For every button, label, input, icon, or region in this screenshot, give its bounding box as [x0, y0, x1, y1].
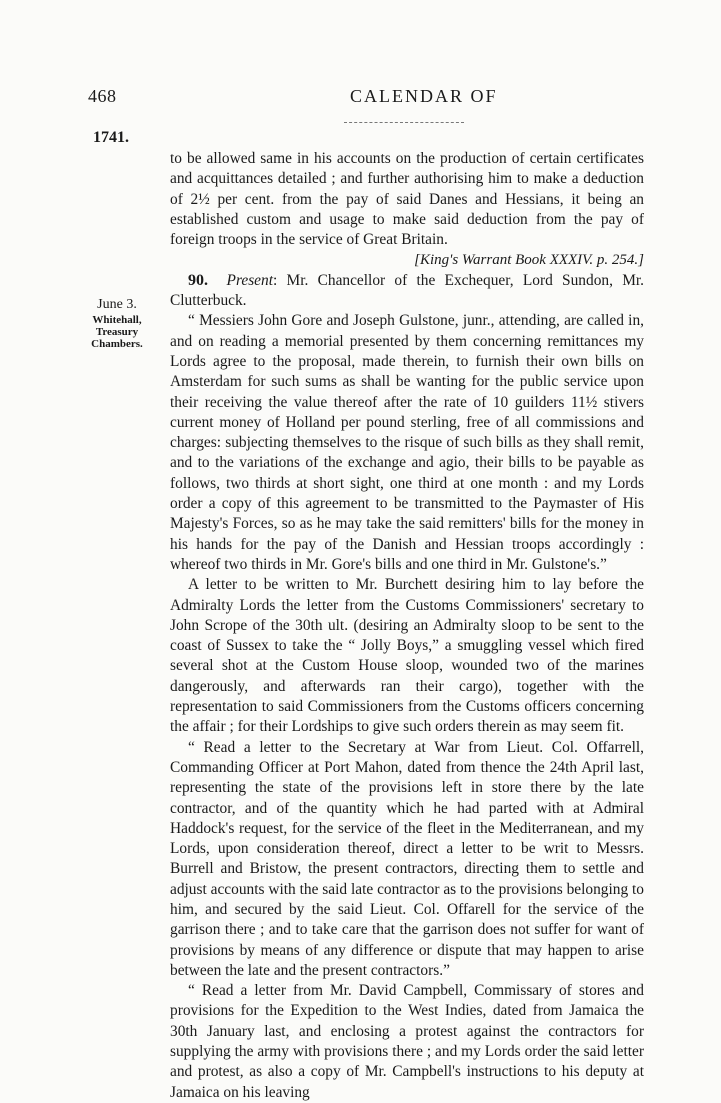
- margin-year: 1741.: [93, 129, 129, 146]
- paragraph-port-mahon: “ Read a letter to the Secretary at War from Lieut. Col. Offarrell, Commanding Officer at Port Mahon, dated from thence the 24th April last, representing the state of the provisions left in store there by the late contractor, and of the quantity which he had parted with at Admiral Haddock's request, for the service of the fleet in the Mediterranean, and my Lords, upon consideration thereof, direct a letter to be writ to Messrs. Burrell and Bristow, the present contractors, directing them to settle and adjust accounts with the said late contractor as to the provisions belonging to him, and secured by the said Lieut. Col. Offarell for the service of the garrison there ; and to take care that the garrison does not suffer for want of provisions by means of any difference or dispute that may happen to arise between the late and the present contractors.”: [170, 738, 644, 979]
- entry-heading: [170, 271, 644, 312]
- margin-date: June 3.: [97, 297, 137, 312]
- page-header: [88, 86, 648, 116]
- margin-note: [84, 297, 150, 350]
- title-rule: [344, 122, 464, 123]
- body-text: [170, 149, 644, 1103]
- running-title: CALENDAR OF: [350, 86, 498, 106]
- entry-number: 90.: [188, 271, 208, 289]
- paragraph-remittances: “ Messiers John Gore and Joseph Gulstone, junr., attending, are called in, and on reading a memorial presented by them concerning remittances my Lords agree to the proposal, made therein, to furnish their own bills on Amsterdam for such sums as shall be wanting for the public service upon their receiving the value thereof after the rate of 10 guilders 11½ stivers current money of Holland per pound sterling, free of all commissions and charges: subjecting themselves to the risque of such bills as they shall remit, and to the variations of the exchange and agio, their bills to be payable as follows, two thirds at short sight, one third at one month : and my Lords order a copy of this agreement to be transmitted to the Paymaster of His Majesty's Forces, so as he may take the said remitters' bills for the money in his hands for the pay of the Danish and Hessian troops accordingly : whereof two thirds in Mr. Gore's bills and one third in Mr. Gulstone's.”: [170, 312, 644, 573]
- paragraph-campbell-letter: “ Read a letter from Mr. David Campbell, Commissary of stores and provisions for the Expedition to the West Indies, dated from Jamaica the 30th January last, and enclosing a protest against the contractors for supplying the army with provisions there ; and my Lords order the said letter and protest, as also a copy of Mr. Campbell's instructions to his deputy at Jamaica on his leaving: [170, 982, 644, 1101]
- paragraph-continuation: to be allowed same in his accounts on the production of certain certificates and acquittances detailed ; and further authorising him to make a deduction of 2½ per cent. from the pay of said Danes and Hessians, it being an established custom and usage to make said deduction from the pay of foreign troops in the service of Great Britain.: [170, 150, 644, 249]
- page-number: 468: [88, 86, 117, 106]
- paragraph-burchett-letter: A letter to be written to Mr. Burchett desiring him to lay before the Admiralty Lords the letter from the Customs Commissioners' secretary to John Scrope of the 30th ult. (desiring an Admiralty sloop to be sent to the coast of Sussex to take the “ Jolly Boys,” a smuggling vessel which fired several shot at the Custom House sloop, wounded two of the marines dangerously, and afterwards ran their cargo), together with the representation to said Commissioners from the Customs officers concerning the affair ; for their Lordships to give such orders therein as may seem fit.: [170, 576, 644, 736]
- present-text: : Mr. Chancellor of the Exchequer, Lord Sundon, Mr. Clutterbuck.: [170, 271, 645, 310]
- present-label: Present: [226, 271, 273, 289]
- citation: [King's Warrant Book XXXIV. p. 254.]: [414, 252, 644, 269]
- margin-place: Whitehall, Treasury Chambers.: [91, 314, 143, 350]
